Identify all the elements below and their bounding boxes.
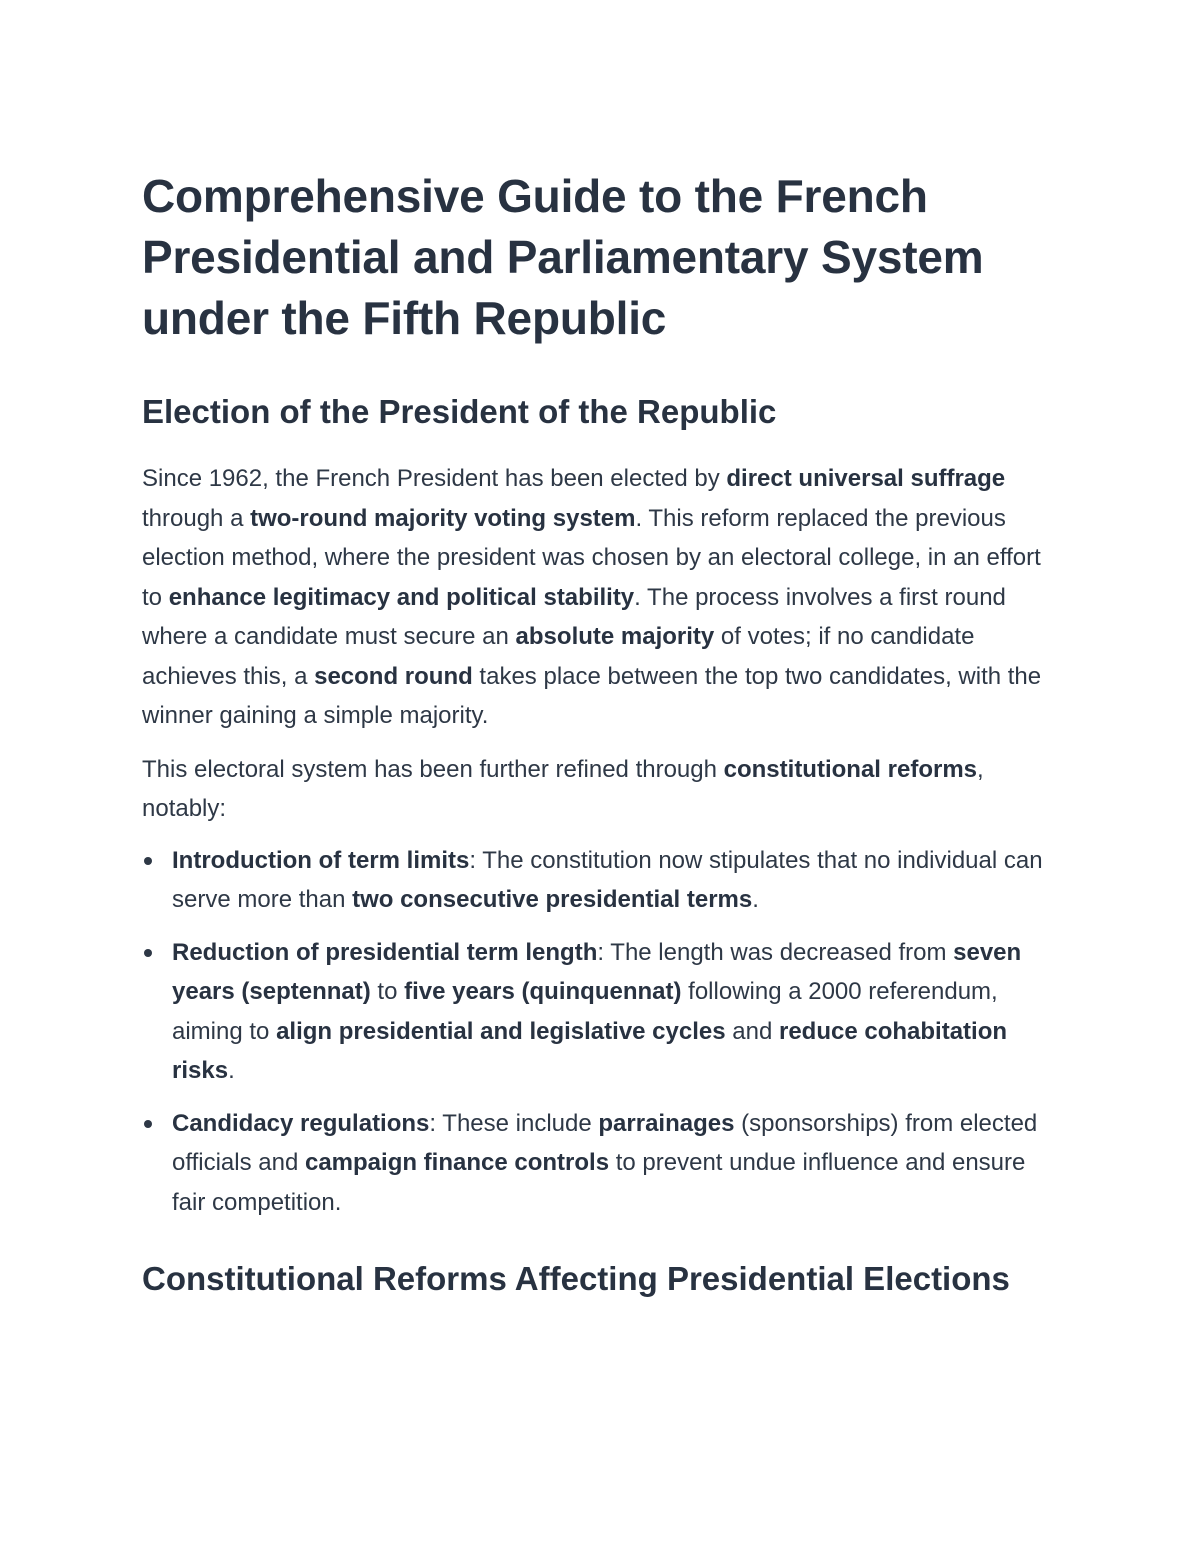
text-run: (sponsorships) from elected officials and [172, 1109, 1038, 1176]
bold-text: seven years (septennat) [172, 938, 1022, 1005]
document-content [142, 166, 1062, 1307]
bold-text: direct universal suffrage [726, 465, 1006, 492]
text-run: . The process involves a first round where a candidate must secure an [142, 583, 1006, 650]
text-run: Since 1962, the French President has been elected by [142, 465, 727, 492]
section-heading-constitutional-reforms: Constitutional Reforms Affecting Presidential Elections [142, 1260, 1010, 1297]
paragraph-reforms-intro [142, 750, 1062, 829]
list-item [142, 933, 1062, 1091]
bold-text: enhance legitimacy and political stability [168, 583, 635, 611]
bold-text: reduce cohabitation risks [172, 1017, 1008, 1084]
text-run: . [752, 886, 759, 913]
bold-text: two-round majority voting system [250, 504, 636, 532]
text-run: to prevent undue influence and ensure fair competition. [172, 1149, 1026, 1216]
list-item-text [172, 1110, 1037, 1216]
bold-text: Candidacy regulations [172, 1109, 430, 1137]
text-run: : These include [429, 1109, 599, 1137]
reforms-list [142, 841, 1062, 1223]
bold-text: five years (quinquennat) [404, 978, 682, 1005]
text-run: following a 2000 referendum, aiming to [172, 978, 998, 1045]
section-heading-election: Election of the President of the Republic [142, 393, 777, 430]
text-run: and [725, 1017, 779, 1045]
list-item-text [172, 939, 1021, 1085]
bullet-dot [144, 1120, 152, 1128]
bullet-dot [144, 949, 152, 957]
list-item-text [172, 847, 1043, 914]
bold-text: absolute majority [515, 623, 715, 650]
text-run: takes place between the top two candidates, with the winner gaining a simple majority. [142, 662, 1042, 729]
paragraph-election-overview [142, 459, 1062, 736]
list-item [142, 841, 1062, 920]
text-run: : The length was decreased from [597, 938, 954, 966]
bold-text: Introduction of term limits [172, 846, 470, 874]
text-run: through a [142, 504, 251, 532]
text-run: , notably: [142, 755, 984, 822]
bold-text: campaign finance controls [304, 1149, 610, 1176]
text-run: to [370, 978, 405, 1005]
document-title: Comprehensive Guide to the French Presidential and Parliamentary System under the Fifth Republic [142, 170, 984, 344]
list-item [142, 1104, 1062, 1223]
bold-text: parrainages [598, 1109, 735, 1137]
bold-text: align presidential and legislative cycles [276, 1017, 726, 1045]
text-run: . [228, 1057, 235, 1084]
text-run: : The constitution now stipulates that no individual can serve more than [172, 846, 1043, 913]
text-run: of votes; if no candidate achieves this, a [142, 623, 975, 690]
bold-text: constitutional reforms [723, 755, 977, 783]
text-run: . This reform replaced the previous election method, where the president was chosen by an electoral college, in an effort to [142, 504, 1041, 611]
text-run: This electoral system has been further refined through [142, 755, 724, 783]
bold-text: second round [314, 662, 473, 690]
bold-text: Reduction of presidential term length [172, 938, 598, 966]
bullet-dot [144, 857, 152, 865]
bold-text: two consecutive presidential terms [352, 886, 753, 913]
